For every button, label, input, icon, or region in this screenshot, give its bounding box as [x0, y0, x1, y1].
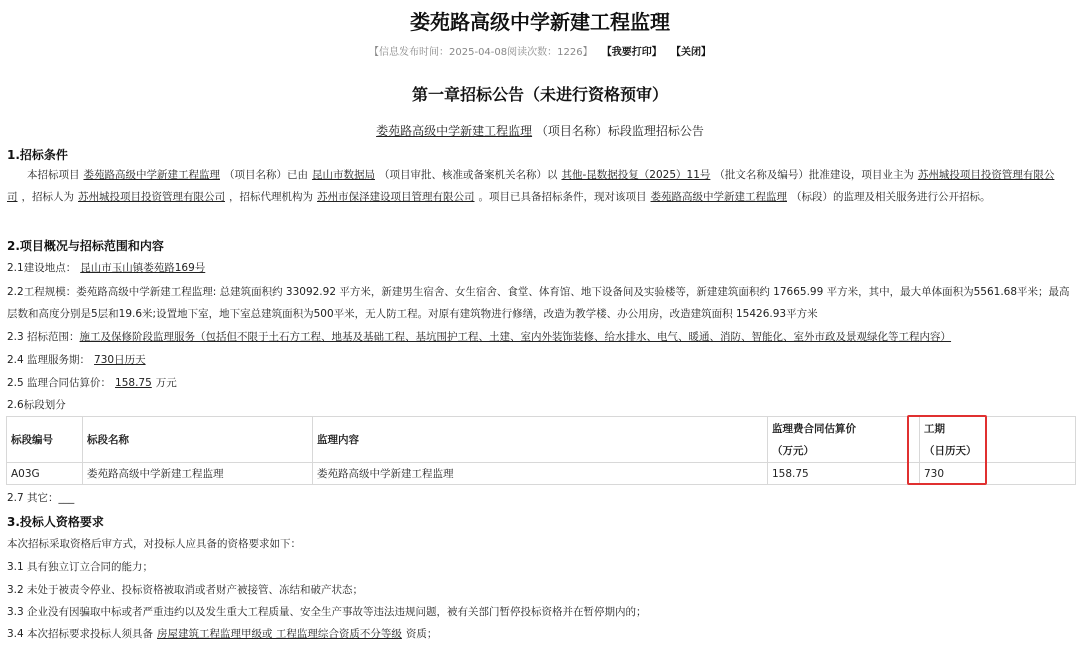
tender-scope-label: 2.3 招标范围：: [7, 331, 80, 343]
text-fragment: ，招标人为: [21, 191, 74, 203]
page-title: 娄苑路高级中学新建工程监理: [410, 10, 670, 34]
print-button[interactable]: 【我要打印】: [601, 47, 662, 58]
lot-name: 娄苑路高级中学新建工程监理: [650, 191, 787, 203]
chapter-title: 第一章招标公告（未进行资格预审）: [411, 85, 668, 104]
other-info: [7, 487, 1075, 509]
estimated-price: [7, 372, 1075, 394]
col-price: [768, 417, 920, 463]
tender-scope: [7, 326, 1075, 348]
col-content: 监理内容: [313, 417, 768, 463]
text-fragment: 本招标项目: [27, 169, 80, 181]
text-fragment: （项目名称）已由: [224, 169, 308, 181]
close-button[interactable]: 【关闭】: [670, 47, 711, 58]
notice-heading: [0, 122, 1080, 139]
notice-heading-rest: （项目名称）标段监理招标公告: [535, 124, 704, 138]
col-lot-code: 标段编号: [7, 417, 83, 463]
agency-name: 苏州市保泽建设项目管理有限公司: [317, 191, 475, 203]
section1-body: [7, 164, 1075, 208]
cell-price: 158.75: [768, 463, 920, 485]
section2-heading: 2.项目概况与招标范围和内容: [7, 239, 164, 253]
estimated-price-unit: 万元: [155, 377, 177, 389]
publish-info: 【信息发布时间：2025-04-08阅读次数：1226】: [369, 47, 593, 58]
text-fragment: 。项目已具备招标条件，现对该项目: [478, 191, 647, 203]
build-location-value: 昆山市玉山镇娄苑路169号: [80, 262, 206, 274]
highlight-box: [907, 415, 987, 485]
text-fragment: （项目审批、核准或备案机关名称）以: [379, 169, 558, 181]
requirement-2: 3.2 未处于被责令停业、投标资格被取消或者财产被接管、冻结和破产状态；: [7, 584, 364, 596]
owner-name: 苏州城投项目投资管理有限公司: [7, 169, 1055, 203]
text-fragment: ，招标代理机构为: [229, 191, 313, 203]
required-qualification: 房屋建筑工程监理甲级或 工程监理综合资质不分等级: [157, 628, 402, 640]
build-location-label: 2.1建设地点：: [7, 262, 77, 274]
cell-lot-name: 娄苑路高级中学新建工程监理: [83, 463, 313, 485]
requirement-3: 3.3 企业没有因骗取中标或者严重违约以及发生重大工程质量、安全生产事故等违法违规问题，被有关部门暂停投标资格并在暂停期内的；: [7, 606, 647, 618]
cell-content: 娄苑路高级中学新建工程监理: [313, 463, 768, 485]
col-lot-name: 标段名称: [83, 417, 313, 463]
project-scale: 2.2工程规模：娄苑路高级中学新建工程监理: 总建筑面积约 33092.92 平方米，新建男生宿舍、女生宿舍、食堂、体育馆、地下设备间及实验楼等，新建建筑面积约 17665.99 平方米，其中，最大单体面积为5561.68平米；最高层数和高度分别是5层和19.6米;设置地下室，地下室总建筑面积为500平米，无人防工程。对原有建筑物进行修缮，改造为教学楼、办公用房，改造建筑面积 15426.93平方米: [7, 286, 1070, 320]
other-info-label: 2.7 其它：: [7, 492, 59, 504]
build-location: [7, 257, 1075, 279]
requirement-4: [7, 623, 1075, 645]
requirement-4-text: 3.4 本次招标要求投标人须具备: [7, 628, 154, 640]
col-price-unit: （万元）: [772, 444, 814, 457]
col-duration-unit: （日历天）: [924, 444, 977, 457]
service-period: [7, 349, 1075, 371]
tenderer-name: 苏州城投项目投资管理有限公司: [78, 191, 225, 203]
project-name: 娄苑路高级中学新建工程监理: [83, 169, 220, 181]
col-price-title: 监理费合同估算价: [772, 422, 856, 435]
other-info-value: ___: [58, 492, 75, 504]
publish-meta: [0, 43, 1080, 58]
cell-duration: 730: [920, 463, 1076, 485]
text-fragment: （标段）的监理及相关服务进行公开招标。: [791, 191, 991, 203]
estimated-price-value: 158.75: [115, 377, 152, 389]
service-period-value: 730日历天: [94, 354, 146, 366]
tender-scope-value: 施工及保修阶段监理服务（包括但不限于土石方工程、地基及基础工程、基坑围护工程、土建、室内外装饰装修、给水排水、电气、暖通、消防、智能化、室外市政及景观绿化等工程内容）: [79, 331, 952, 343]
approver-name: 昆山市数据局: [312, 169, 375, 181]
requirement-4-end: 资质；: [405, 628, 438, 640]
cell-lot-code: A03G: [7, 463, 83, 485]
approval-number: 其他-昆数据投复（2025）11号: [561, 169, 711, 181]
section1-heading: 1.招标条件: [7, 148, 68, 162]
requirement-1: 3.1 具有独立订立合同的能力；: [7, 561, 154, 573]
text-fragment: （批文名称及编号）批准建设，项目业主为: [714, 169, 914, 181]
lot-division-label: 2.6标段划分: [7, 399, 66, 411]
service-period-label: 2.4 监理服务期：: [7, 354, 91, 366]
estimated-price-label: 2.5 监理合同估算价：: [7, 377, 112, 389]
notice-project-name: 娄苑路高级中学新建工程监理: [376, 124, 533, 138]
qualification-intro: 本次招标采取资格后审方式，对投标人应具备的资格要求如下：: [7, 538, 301, 550]
col-duration-title: 工期: [924, 422, 945, 435]
section3-heading: 3.投标人资格要求: [7, 515, 104, 529]
